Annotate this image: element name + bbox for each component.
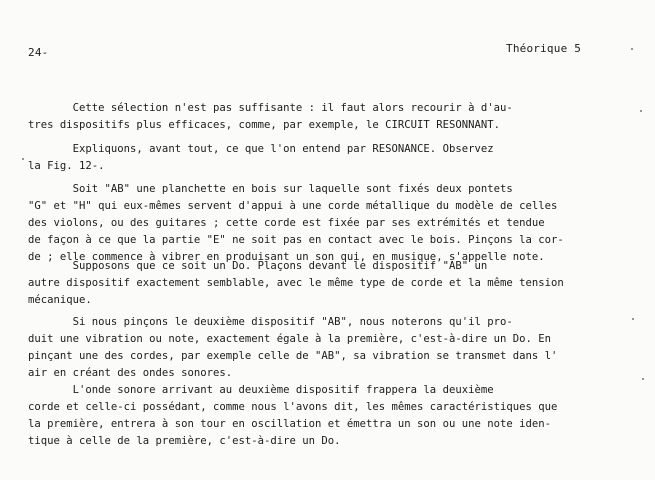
- paragraph: [28, 100, 628, 134]
- paper-speck: [631, 48, 633, 50]
- text-line: mécanique.: [28, 294, 92, 306]
- paper-speck: [640, 110, 642, 112]
- text-line: pinçant une des cordes, par exemple celle de "AB", sa vibration se transmet dans l': [28, 350, 558, 362]
- text-line: tres dispositifs plus efficaces, comme, par exemple, le CIRCUIT RESONNANT.: [28, 119, 500, 131]
- paragraph: [28, 314, 628, 382]
- paragraph: [28, 141, 628, 175]
- paragraph: [28, 382, 628, 450]
- text-line: la première, entrera à son tour en oscillation et émettra un son ou une note iden-: [28, 418, 551, 430]
- text-line: la Fig. 12-.: [28, 160, 105, 172]
- text-line: Soit "AB" une planchette en bois sur laquelle sont fixés deux pontets: [28, 183, 513, 195]
- text-line: Cette sélection n'est pas suffisante : il faut alors recourir à d'au-: [28, 102, 513, 114]
- text-line: Supposons que ce soit un Do. Plaçons devant le dispositif "AB" un: [28, 260, 488, 272]
- text-line: Expliquons, avant tout, ce que l'on entend par RESONANCE. Observez: [28, 143, 494, 155]
- text-line: des violons, ou des guitares ; cette corde est fixée par ses extrémités et tendue: [28, 217, 545, 229]
- paper-speck: [22, 158, 24, 160]
- text-line: corde et celle-ci possédant, comme nous l'avons dit, les mêmes caractéristiques que: [28, 401, 558, 413]
- text-line: "G" et "H" qui eux-mêmes servent d'appui à une corde métallique du modèle de celles: [28, 200, 558, 212]
- text-line: de ; elle commence à vibrer en produisant un son qui, en musique, s'appelle note.: [28, 251, 545, 263]
- paragraph: [28, 258, 628, 309]
- text-line: L'onde sonore arrivant au deuxième dispositif frappera la deuxième: [28, 384, 494, 396]
- text-line: de façon à ce que la partie "E" ne soit pas en contact avec le bois. Pinçons la cor-: [28, 234, 564, 246]
- text-line: air en créant des ondes sonores.: [28, 367, 233, 379]
- text-line: tique à celle de la première, c'est-à-dire un Do.: [28, 435, 341, 447]
- page-number: 24-: [28, 46, 49, 59]
- section-title: Théorique 5: [506, 42, 582, 55]
- paper-speck: [642, 378, 644, 380]
- paper-speck: [632, 318, 634, 320]
- text-line: duit une vibration ou note, exactement égale à la première, c'est-à-dire un Do. En: [28, 333, 551, 345]
- text-line: Si nous pinçons le deuxième dispositif "AB", nous noterons qu'il pro-: [28, 316, 513, 328]
- paragraph: [28, 181, 628, 266]
- text-line: autre dispositif exactement semblable, avec le même type de corde et la même tension: [28, 277, 564, 289]
